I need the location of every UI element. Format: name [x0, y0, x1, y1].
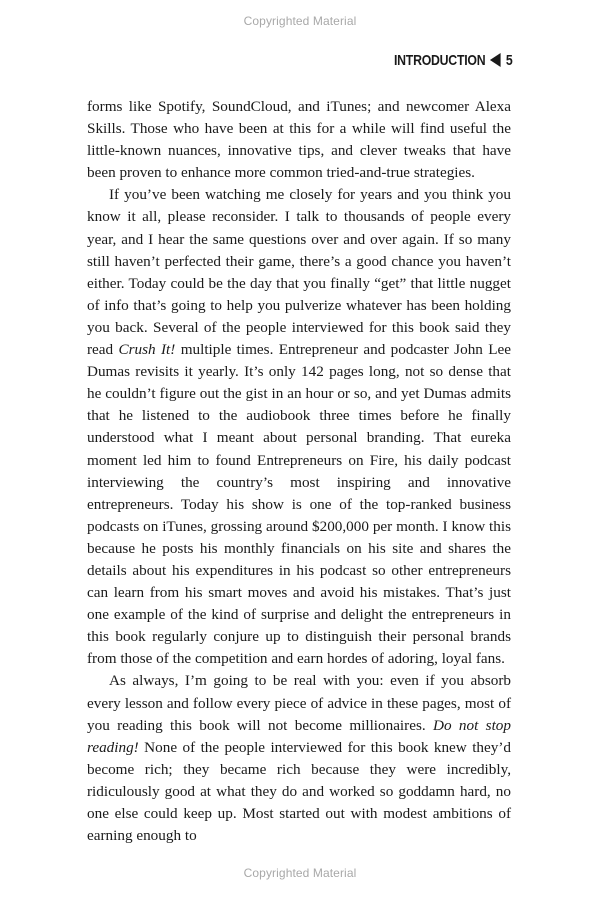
- page-number: 5: [505, 51, 512, 69]
- text-run: As always, I’m going to be real with you: even if you absorb every lesson and follow every piece of advice in these pages, most of you reading this book will not become millionaires.: [87, 672, 511, 734]
- emphasis-text: Do not stop reading!: [87, 716, 511, 756]
- left-triangle-icon: [490, 53, 501, 67]
- copyright-watermark-top: Copyrighted Material: [243, 14, 357, 28]
- text-run: If you’ve been watching me closely for years and you think you know it all, please reconsider. I talk to thousands of people every year, and I hear the same questions over and over again. If so many still haven’t perfected their game, there’s a good chance you haven’t either. Today could be the day that you finally “get” that little nugget of info that’s going to help you pulverize whatever has been holding you back. Several of the people interviewed for this book said they read: [87, 186, 511, 359]
- running-header: [394, 50, 512, 70]
- text-run: None of the people interviewed for this book knew they’d become rich; they became rich because they were incredibly, ridiculously good at what they do and worked so goddamn hard, no one else could keep up. Most started out with modest ambitions of earning enough to: [87, 738, 511, 845]
- text-run: forms like Spotify, SoundCloud, and iTunes; and newcomer Alexa Skills. Those who have been at this for a while will find useful the little-known nuances, innovative tips, and clever tweaks that have been proven to enhance more common tried-and-true strategies.: [87, 98, 511, 182]
- body-text: [87, 96, 511, 847]
- book-title-crush-it: Crush It!: [118, 341, 176, 359]
- paragraph-1: [87, 96, 511, 184]
- section-title: INTRODUCTION: [393, 51, 485, 69]
- text-run: multiple times. Entrepreneur and podcaster John Lee Dumas revisits it yearly. It’s only 142 pages long, not so dense that he couldn’t figure out the gist in an hour or so, and yet Dumas admits that he listened to the audiobook three times before he finally understood what I meant about personal branding. That eureka moment led him to found Entrepreneurs on Fire, his daily podcast interviewing the country’s most inspiring and innovative entrepreneurs. Today his show is one of the top-ranked business podcasts on iTunes, grossing around $200,000 per month. I know this because he posts his monthly financials on his site and shares the details about his expenditures in his podcast so other entrepreneurs can learn from his smart moves and avoid his mistakes. That’s just one example of the kind of surprise and delight the entrepreneurs in this book regularly conjure up to distinguish their personal brands from those of the competition and earn hordes of adoring, loyal fans.: [87, 341, 511, 668]
- paragraph-3: [87, 670, 511, 847]
- copyright-watermark-bottom: Copyrighted Material: [243, 866, 357, 880]
- paragraph-2: [87, 184, 511, 670]
